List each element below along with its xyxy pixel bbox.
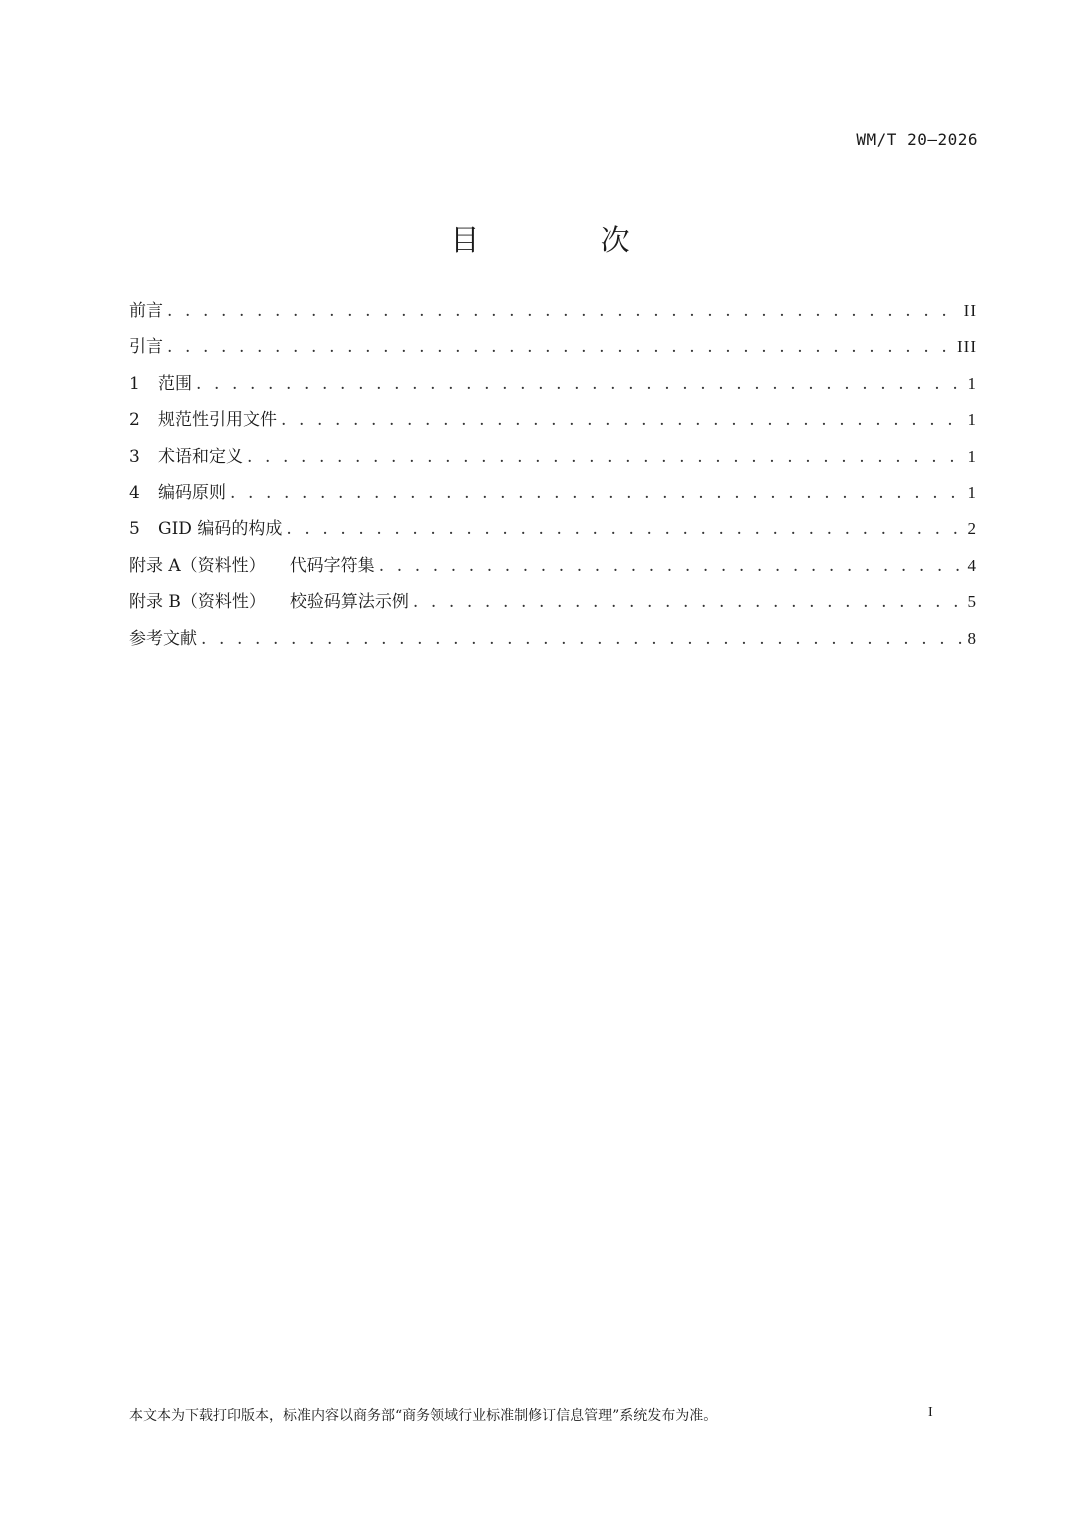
toc-entry-page: 1 <box>967 482 977 502</box>
toc-entry-page: 4 <box>967 555 977 575</box>
toc-entry-label: 参考文献 <box>129 628 197 649</box>
toc-entry-page: 1 <box>967 446 977 466</box>
dot-leader <box>379 548 962 584</box>
toc-entry-label: 附录 B（资料性） 校验码算法示例 <box>129 592 409 613</box>
toc-entry-label: 附录 A（资料性） 代码字符集 <box>129 555 375 576</box>
toc-entry-page: II <box>963 301 977 320</box>
footer-disclaimer: 本文本为下载打印版本，标准内容以商务部“商务领域行业标准制修订信息管理”系统发布为准。 <box>129 1408 718 1424</box>
toc-entry-coding-principles[interactable] <box>129 475 977 511</box>
page-title: 目 次 <box>450 223 686 257</box>
dot-leader <box>167 329 951 365</box>
toc-entry-sublabel: 代码字符集 <box>289 555 375 576</box>
dot-leader <box>281 402 962 438</box>
dot-leader <box>167 293 958 329</box>
toc-entry-number: 1 <box>129 373 140 394</box>
toc-entry-label: 5 GID 编码的构成 <box>129 511 286 547</box>
dot-leader <box>247 439 962 475</box>
dot-leader <box>201 621 962 657</box>
toc-entry-page: 8 <box>967 628 977 648</box>
toc-entry-page: III <box>957 337 977 357</box>
toc-entry-annex-b[interactable] <box>129 584 977 620</box>
toc-entry-number: 4 <box>129 482 140 503</box>
toc-entry-label: 3 术语和定义 <box>129 439 247 475</box>
toc-entry-annex-a[interactable] <box>129 548 977 584</box>
toc-entry-foreword[interactable] <box>129 293 977 329</box>
toc-entry-scope[interactable] <box>129 366 977 402</box>
toc-entry-normative-references[interactable] <box>129 402 977 438</box>
toc-entry-label: 1 范围 <box>129 366 196 402</box>
toc-entry-bibliography[interactable] <box>129 621 977 657</box>
toc-entry-introduction[interactable] <box>129 329 977 365</box>
dot-leader <box>196 366 962 402</box>
toc-entry-gid-structure[interactable] <box>129 511 977 547</box>
toc-entry-page: 1 <box>967 410 977 430</box>
toc-entry-label: 4 编码原则 <box>129 475 230 511</box>
footer-page-number: I <box>928 1405 933 1420</box>
toc-entry-number: 2 <box>129 410 140 431</box>
table-of-contents <box>129 293 977 657</box>
toc-entry-label: 引言 <box>129 337 163 358</box>
toc-entry-page: 1 <box>967 373 977 393</box>
dot-leader <box>286 511 961 547</box>
document-code: WM/T 20—2026 <box>856 130 978 149</box>
toc-entry-number: 5 <box>129 519 140 540</box>
toc-entry-sublabel: 校验码算法示例 <box>289 592 409 613</box>
toc-entry-number: 3 <box>129 446 140 467</box>
toc-entry-label: 2 规范性引用文件 <box>129 402 281 438</box>
dot-leader <box>413 584 962 620</box>
toc-entry-terms-definitions[interactable] <box>129 439 977 475</box>
toc-entry-page: 5 <box>967 592 977 612</box>
dot-leader <box>230 475 962 511</box>
toc-entry-label: 前言 <box>129 301 163 321</box>
toc-entry-page: 2 <box>967 519 977 539</box>
